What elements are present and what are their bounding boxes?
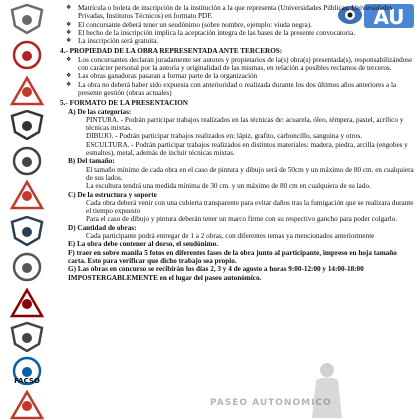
round-seal-icon: [9, 146, 45, 176]
section-5-items: [60, 108, 414, 282]
intro-bullet: [60, 29, 414, 37]
triangle-logo-icon: [9, 180, 45, 210]
bullet-icon: ❖: [66, 56, 72, 63]
eagle-crest-icon: [9, 110, 45, 140]
facso-logo-icon: [9, 356, 45, 386]
section-5-item-label: [60, 224, 414, 232]
bullet-text: La obra no deberá haber sido expuesta con anterioridad o realizada durante los dos últimos años anteriores a la presente gestión (obras actuales): [78, 80, 397, 97]
section-5-item-label: [60, 265, 414, 282]
section-4: [60, 47, 414, 97]
item-label-text: A) De las categorías:: [68, 107, 132, 116]
section-5-item-paragraph: PINTURA. - Podrán participar trabajos realizados en las técnicas de: acuarela, óleo, témpera, pastel, acrílico y técnicas mixtas.: [86, 115, 404, 133]
section-5-item-paragraph: La escultura tendrá una medida mínima de 30 cm. y un máximo de 80 cm en cualquiera de su lado.: [86, 182, 371, 191]
section-4-bullet: [60, 56, 414, 73]
watermark-text: PASEO AUTONOMICO: [210, 398, 332, 408]
top-logo-text: AU: [373, 5, 405, 29]
section-5-item-label: [60, 108, 414, 116]
section-4-heading: 4.- PROPIEDAD DE LA OBRA REPRESENTADA ANTE TERCEROS:: [60, 47, 283, 56]
red-diamond-crest-icon: [9, 76, 45, 106]
item-label-text: E) La obra debe contener al dorso, el seudónimo.: [68, 240, 219, 249]
section-5-item-paragraph: ESCULTURA. - Podrán participar trabajos realizados en distintos materiales: madera, piedra, arcilla (engobes y esmaltes), metal, además de incluir técnicas mixtas.: [86, 140, 408, 158]
painting-logo-icon: [9, 40, 45, 70]
bullet-icon: ❖: [66, 29, 72, 36]
section-5-heading: 5.- FORMATO DE LA PRESENTACION: [60, 99, 188, 108]
item-label-text: B) Del tamaño:: [68, 157, 115, 166]
bullet-icon: ❖: [66, 38, 72, 45]
item-label-text: F) traer en sobre manila 5 fotos en diferentes fases de la obra junto al participante, impreso en hoja tamaño carta. Esto para verificar que dicho trabajo sea propio.: [68, 248, 397, 265]
bullet-icon: ❖: [66, 73, 72, 80]
intro-bullet: [60, 37, 414, 45]
bullet-text: Matrícula o boleta de inscripción de la institución a la que representa (Universidades Públicas, Universidades Privadas, Institutos Técnicos) en formato PDF.: [78, 4, 393, 21]
document-body: [60, 4, 414, 418]
bullet-text: La inscripción será gratuita.: [78, 37, 159, 46]
intro-bullet: [60, 4, 414, 21]
item-label-text: D) Cantidad de obras:: [68, 223, 137, 232]
round-emblem-icon: [9, 216, 45, 246]
bullet-icon: ❖: [66, 5, 72, 11]
section-5-item-paragraph: DIBUJO. - Podrán participar trabajos realizados en: lápiz, grafito, carboncillo, sanguina y otros.: [86, 132, 363, 141]
section-4-bullets: [60, 56, 414, 97]
logo-sidebar: [0, 0, 54, 420]
intro-bullets: [60, 4, 414, 45]
institution-crest-icon: [9, 4, 45, 34]
section-5-item-label: [60, 249, 414, 266]
intro-bullet: [60, 21, 414, 29]
section-5-item-label: [60, 240, 414, 248]
section-5-item-paragraph: Cada obra deberá venir con una cubierta transparente para evitar daños tras la fumigación que se realizara durante el tiempo expuesto: [86, 198, 414, 216]
bullet-icon: ❖: [66, 81, 72, 88]
section-5-item-label: [60, 157, 414, 165]
section-5-item-paragraph: Para el caso de dibujo y pintura deberán tener un marco firme con su respectivo gancho para poder colgarlo.: [86, 215, 398, 224]
bullet-text: Las obras ganadoras pasaran a formar parte de la organización: [78, 72, 258, 81]
bullet-icon: ❖: [66, 21, 72, 28]
section-4-bullet: [60, 81, 414, 98]
circular-crest-icon: [9, 322, 45, 352]
section-5-item-paragraph: Cada participante podrá entregar de 1 a 2 obras, con diferentes temas ya mencionados anteriormente: [86, 232, 375, 241]
bullet-text: El concursante deberá tener un seudónimo (sobre nombre, ejemplo: viuda negra).: [78, 20, 312, 29]
wheel-seal-icon: [9, 252, 45, 282]
section-5: [60, 99, 414, 282]
shield-crest-icon: [9, 288, 45, 318]
section-5-item-paragraph: El tamaño mínimo de cada obra en el caso de pintura y dibujo será de 50cm y un máximo de 80 cm. en cualquiera de sus lados.: [86, 165, 414, 182]
red-shield-icon: [9, 390, 45, 420]
facso-label: FACSO: [14, 377, 40, 385]
item-label-text: G) Las obras en concurso se recibirán los días 2, 3 y 4 de agosto a horas 9:00-12:00 y 14:00-18:00 IMPOSTERGABLEMENTE en el lugar del paseo autonómico.: [68, 265, 364, 282]
section-4-bullet: [60, 72, 414, 80]
section-5-item-label: [60, 191, 414, 199]
bullet-text: Los concursantes declaran juradamente ser autores y propietarios de la(s) obra(s) presentada(s), responsabilizándose con carácter personal por la autoría y originalidad de las mismas, en relación a posibles reclamos de terceros.: [78, 55, 413, 73]
bullet-text: El hecho de la inscripción implica la aceptación íntegra de las bases de la presente convocatoria.: [78, 28, 355, 37]
item-label-text: C) De la estructura y soporte: [68, 190, 157, 199]
